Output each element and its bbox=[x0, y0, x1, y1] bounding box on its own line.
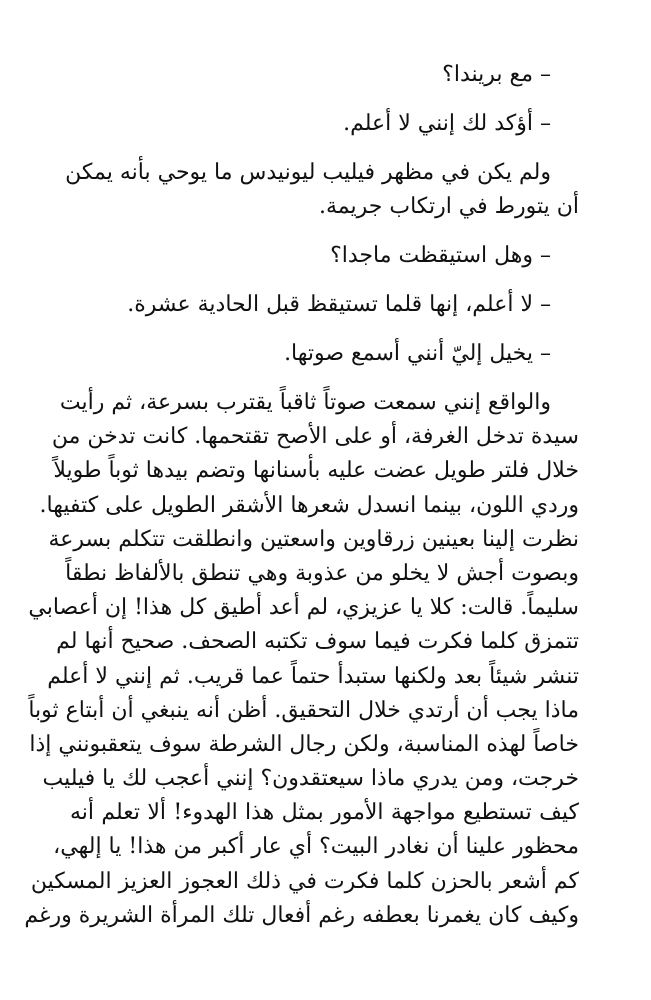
paragraph-line: نظرت إلينا بعينين زرقاوين واسعتين وانطلقت تتكلم بسرعة bbox=[48, 526, 579, 552]
paragraph-line: سيدة تدخل الغرفة، أو على الأصح تقتحمها. كانت تدخن من bbox=[51, 424, 579, 450]
paragraph-line: وردي اللون، بينما انسدل شعرها الأشقر الطويل على كتفيها. bbox=[39, 492, 579, 518]
paragraph-line: خلال فلتر طويل عضت عليه بأسنانها وتضم بيدها ثوباً طويلاً bbox=[53, 458, 579, 484]
paragraph-line: أن يتورط في ارتكاب جريمة. bbox=[319, 194, 579, 219]
paragraph-line: كم أشعر بالحزن كلما فكرت في ذلك العجوز العزيز المسكين bbox=[30, 868, 579, 894]
dialogue-line: – أؤكد لك إنني لا أعلم. bbox=[343, 111, 551, 136]
dialogue-line: – وهل استيقظت ماجدا؟ bbox=[330, 243, 551, 268]
paragraph-line: ولم يكن في مظهر فيليب ليونيدس ما يوحي بأنه يمكن bbox=[65, 160, 551, 185]
paragraph-line: تتمزق كلما فكرت فيما سوف تكتبه الصحف. صحيح أنها لم bbox=[56, 629, 579, 655]
paragraph-line: خرجت، ومن يدري ماذا سيعتقدون؟ إنني أعجب لك يا فيليب bbox=[42, 766, 579, 792]
paragraph-line: والواقع إنني سمعت صوتاً ثاقباً يقترب بسرعة، ثم رأيت bbox=[59, 390, 551, 415]
paragraph-line: وكيف كان يغمرنا بعطفه رغم أفعال تلك المرأة الشريرة ورغم bbox=[24, 902, 579, 928]
paragraph-line: وبصوت أجش لا يخلو من عذوبة وهي تنطق بالألفاظ نطقاً bbox=[65, 560, 579, 586]
dialogue-line: – مع بريندا؟ bbox=[442, 62, 551, 87]
paragraph-line: ماذا يجب أن أرتدي خلال التحقيق. أظن أنه ينبغي أن أبتاع ثوباً bbox=[28, 697, 579, 723]
paragraph bbox=[24, 386, 579, 933]
paragraph bbox=[65, 156, 579, 224]
paragraph-line: خاصاً لهذه المناسبة، ولكن رجال الشرطة سوف يتعقبونني إذا bbox=[29, 731, 579, 757]
paragraph-line: محظور علينا أن نغادر البيت؟ أي عار أكبر من هذا! يا إلهي، bbox=[53, 834, 579, 860]
paragraph-line: سليماً. قالت: كلا يا عزيزي، لم أعد أطيق كل هذا! إن أعصابي bbox=[28, 595, 579, 621]
dialogue-line: – لا أعلم، إنها قلما تستيقظ قبل الحادية عشرة. bbox=[127, 292, 551, 317]
dialogue-line: – يخيل إليّ أنني أسمع صوتها. bbox=[284, 341, 551, 366]
paragraph-line: كيف تستطيع مواجهة الأمور بمثل هذا الهدوء! ألا تعلم أنه bbox=[70, 800, 579, 826]
paragraph-line: تنشر شيئاً بعد ولكنها ستبدأ حتماً عما قريب. ثم إنني لا أعلم bbox=[47, 663, 579, 689]
